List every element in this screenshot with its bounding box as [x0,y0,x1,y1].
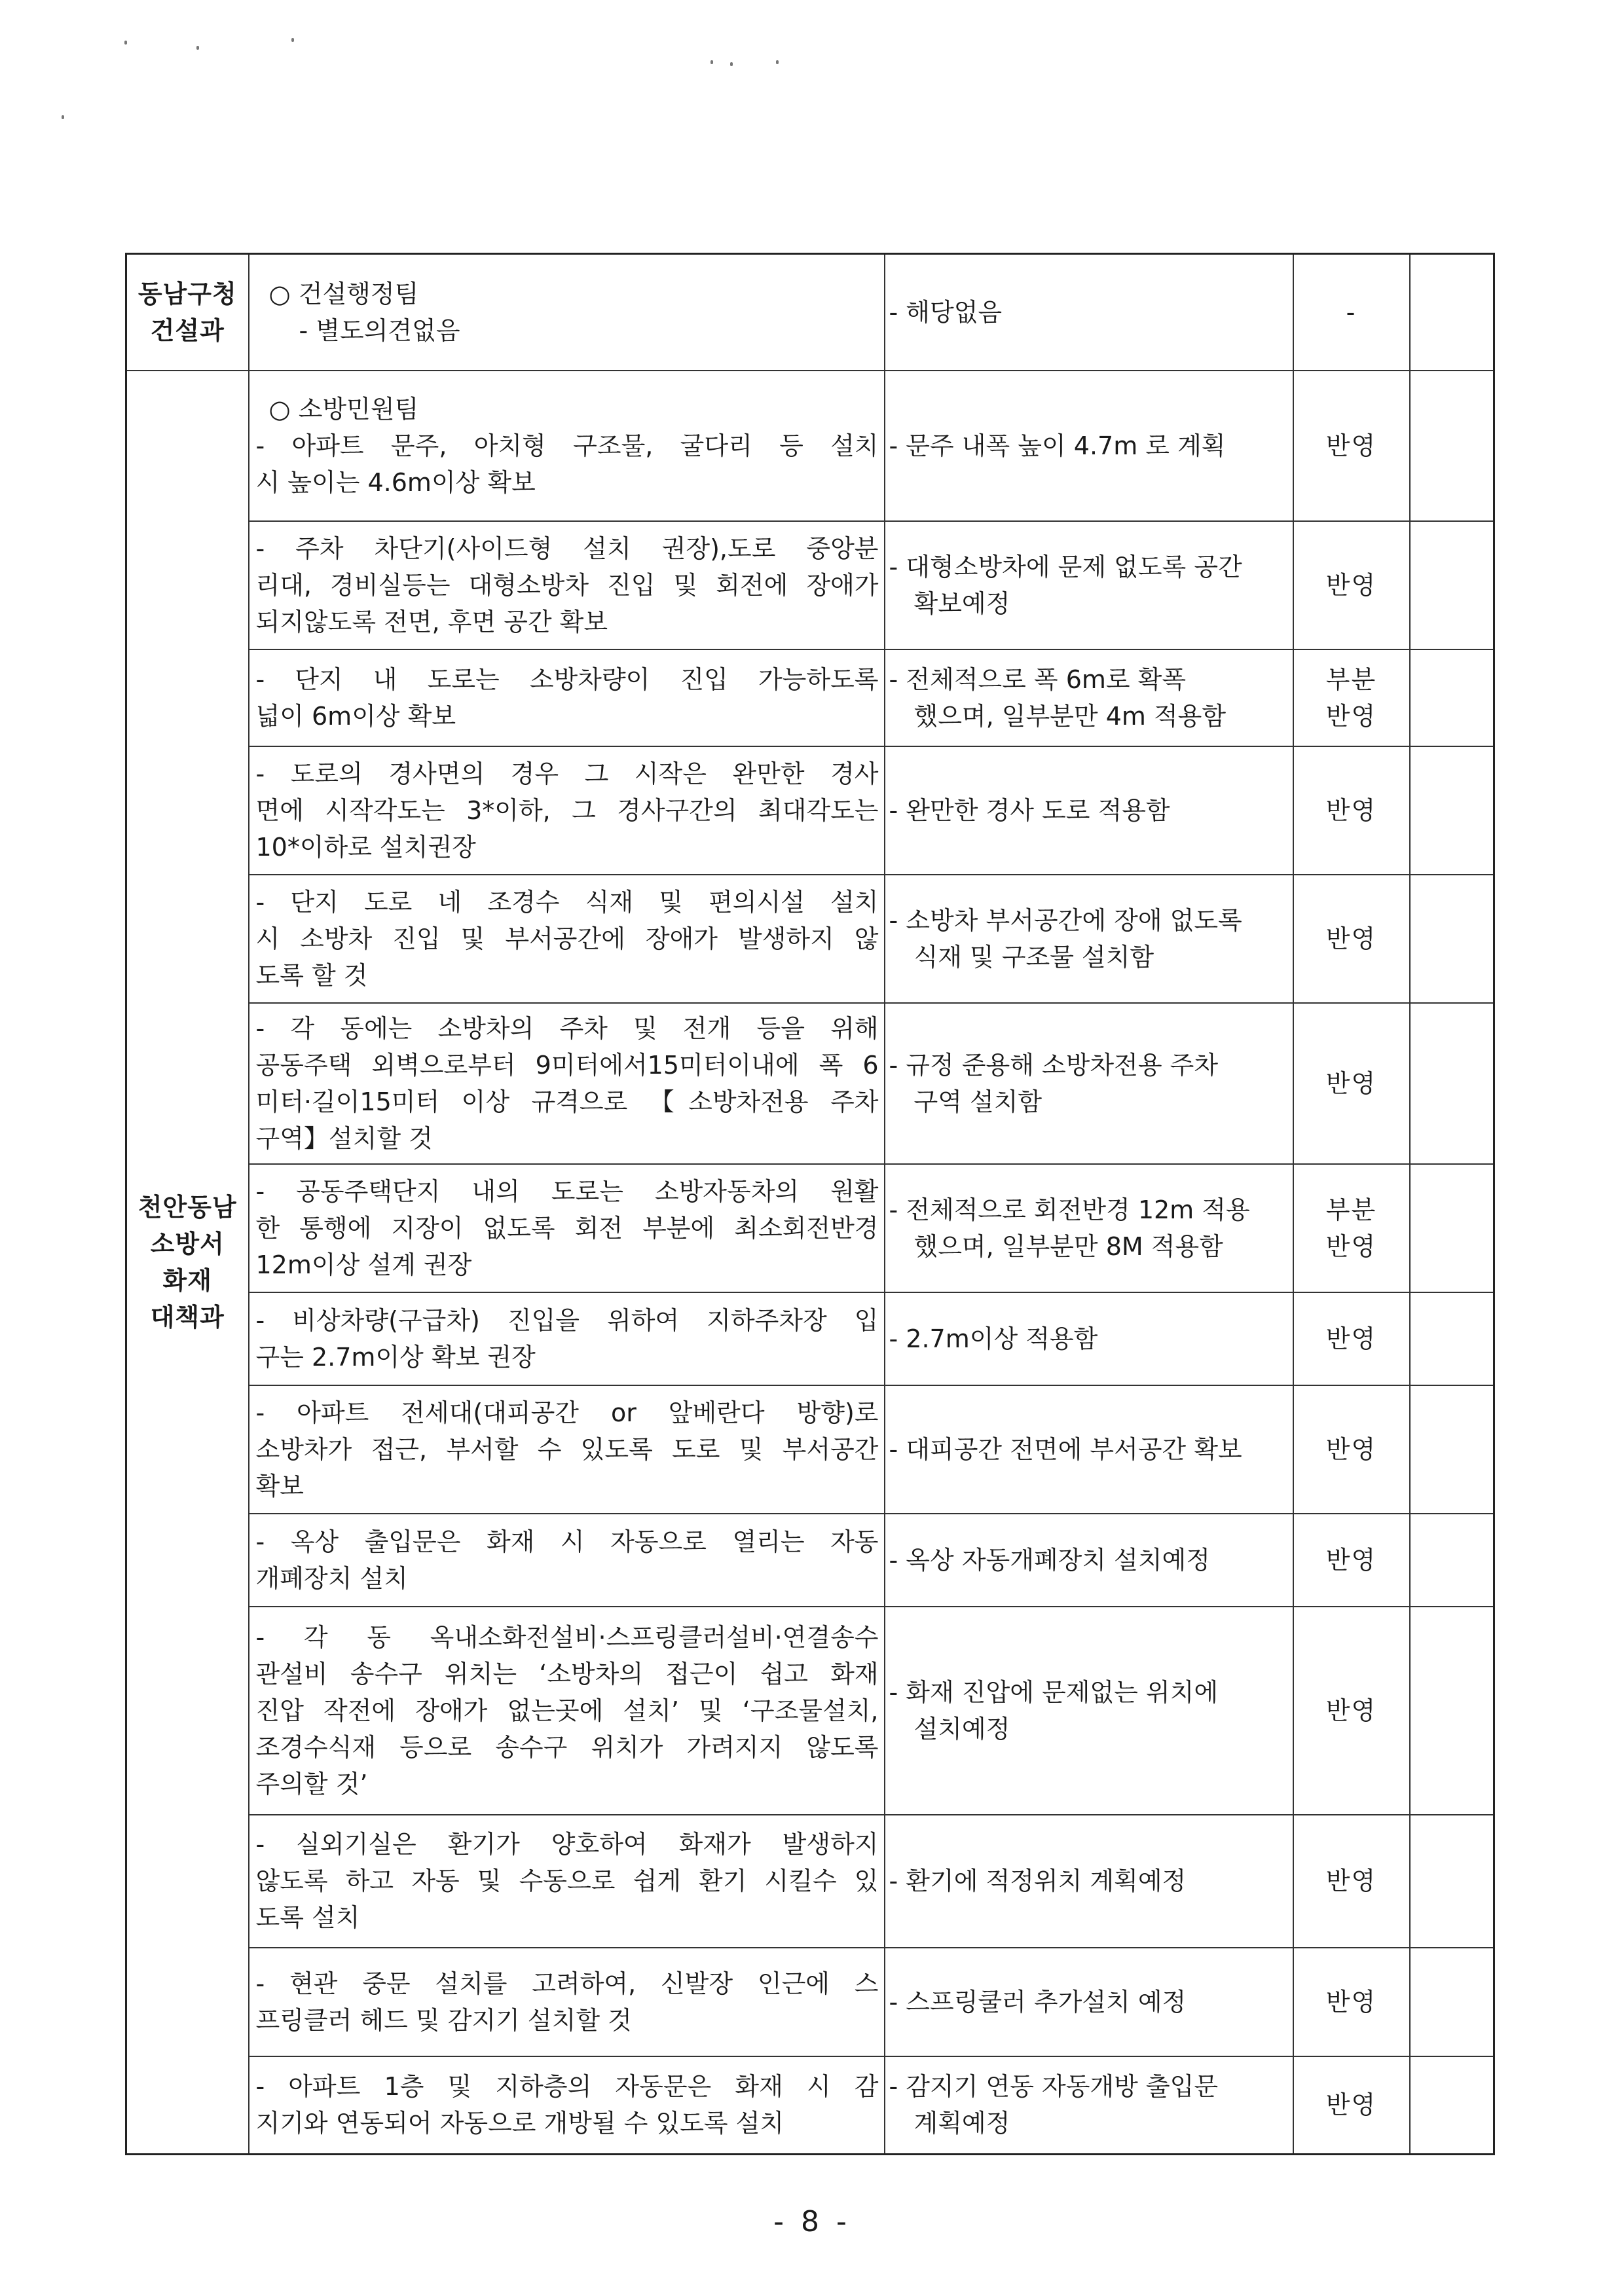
status-cell [1293,1385,1410,1514]
request-line: 공동주택 외벽으로부터 9미터에서15미터이내에 폭 6 [255,1050,879,1080]
response-line: - 환기에 적정위치 계획예정 [889,1867,1187,1895]
response-line: - 감지기 연동 자동개방 출입문 [889,2072,1219,2102]
request-line: 확보 [255,1471,304,1501]
response-cell [885,649,1293,746]
status-text: 반영 [1325,1434,1377,1464]
request-line: - 공동주택단지 내의 도로는 소방자동차의 원활 [255,1176,879,1206]
response-cell [885,254,1293,371]
status-text: 반영 [1325,1068,1377,1098]
request-line: - 실외기실은 환기가 양호하여 화재가 발생하지 [255,1830,879,1859]
request-line: 도록 설치 [255,1903,360,1932]
table-row [126,521,1494,649]
remarks-cell [1410,254,1494,371]
status-text: 반영 [1325,1231,1377,1261]
request-line: - 각 동에는 소방차의 주차 및 전개 등을 위해 [255,1013,879,1043]
request-cell [249,1815,885,1948]
request-line: 되지않도록 전면, 후면 공간 확보 [255,607,608,636]
response-cell [885,746,1293,875]
status-cell [1293,875,1410,1003]
remarks-cell [1410,1815,1494,1948]
table-row [126,1815,1494,1948]
table-row [126,746,1494,875]
response-cell [885,371,1293,521]
request-line: - 비상차량(구급차) 진입을 위하여 지하주차장 입 [255,1305,879,1335]
status-cell [1293,1607,1410,1815]
table-row [126,1164,1494,1292]
response-line: - 스프링쿨러 추가설치 예정 [889,1987,1187,2016]
scan-speck [62,115,64,119]
request-cell [249,254,885,371]
request-cell [249,1292,885,1385]
response-line: 설치예정 [913,1714,1010,1743]
request-line: 한 통행에 지장이 없도록 회전 부분에 최소회전반경 [255,1213,879,1243]
request-line: 관설비 송수구 위치는 ‘소방차의 접근이 쉽고 화재 [255,1659,879,1688]
request-line: - 도로의 경사면의 경우 그 시작은 완만한 경사 [255,759,879,788]
remarks-cell [1410,521,1494,649]
response-cell [885,1607,1293,1815]
table-row [126,1514,1494,1607]
scan-speck [710,60,713,64]
remarks-cell [1410,1948,1494,2056]
department-name: 건설과 [150,316,225,345]
status-text: 반영 [1325,570,1377,600]
team-heading: ○ 소방민원팀 [268,394,419,424]
request-line: 않도록 하고 자동 및 수동으로 쉽게 환기 시킬수 있 [255,1867,879,1895]
response-line: - 전체적으로 폭 6m로 확폭 [889,665,1187,694]
status-cell [1293,1948,1410,2056]
table-row [126,1607,1494,1815]
request-cell [249,746,885,875]
scan-speck [196,46,199,50]
remarks-cell [1410,1385,1494,1514]
status-cell [1293,2056,1410,2155]
request-line: 지기와 연동되어 자동으로 개방될 수 있도록 설치 [255,2109,784,2138]
request-cell [249,371,885,521]
status-text: 반영 [1325,701,1377,731]
request-line: 도록 할 것 [255,960,368,990]
response-line: - 소방차 부서공간에 장애 없도록 [889,905,1242,935]
request-line: - 옥상 출입문은 화재 시 자동으로 열리는 자동 [255,1527,879,1556]
table-row [126,649,1494,746]
request-line: 진압 작전에 장애가 없는곳에 설치’ 및 ‘구조물설치, [255,1696,879,1725]
response-cell [885,1385,1293,1514]
remarks-cell [1410,1292,1494,1385]
status-text: 부분 [1325,665,1377,694]
remarks-cell [1410,2056,1494,2155]
table-row [126,875,1494,1003]
request-line: 10*이하로 설치권장 [255,832,476,862]
scan-speck [124,41,127,45]
status-cell [1293,649,1410,746]
response-line: - 문주 내폭 높이 4.7m 로 계획 [889,431,1226,460]
remarks-cell [1410,371,1494,521]
status-text: 반영 [1325,1867,1377,1895]
status-cell [1293,1292,1410,1385]
response-cell [885,521,1293,649]
table-row [126,2056,1494,2155]
request-line: - 아파트 문주, 아치형 구조물, 굴다리 등 설치 [255,431,879,460]
response-line: - 해당없음 [889,297,1003,327]
response-line: 했으며, 일부분만 4m 적용함 [913,701,1227,731]
status-cell [1293,1815,1410,1948]
table-row [126,1003,1494,1164]
request-line: 리대, 경비실등는 대형소방차 진입 및 회전에 장애가 [255,570,879,600]
remarks-cell [1410,649,1494,746]
department-name: 동남구청 [138,279,237,308]
status-cell [1293,1164,1410,1292]
request-line: 주의할 것’ [255,1769,368,1798]
response-cell [885,1815,1293,1948]
response-line: - 전체적으로 회전반경 12m 적용 [889,1195,1250,1224]
response-line: 했으며, 일부분만 8M 적용함 [913,1231,1223,1261]
response-line: 구역 설치함 [913,1087,1043,1116]
status-text: 반영 [1325,1324,1377,1353]
request-line: - 각 동 옥내소화전설비·스프링클러설비·연결송수 [255,1622,879,1652]
request-cell [249,1164,885,1292]
status-text: 반영 [1325,1696,1377,1725]
status-text: 반영 [1325,431,1377,460]
response-cell [885,1514,1293,1607]
status-cell [1293,1003,1410,1164]
request-cell [249,2056,885,2155]
response-line: - 화재 진압에 문제없는 위치에 [889,1677,1219,1707]
status-text: 반영 [1325,2090,1377,2120]
remarks-cell [1410,1003,1494,1164]
response-cell [885,1164,1293,1292]
request-cell [249,521,885,649]
department-name: 화재 [162,1266,212,1295]
department-name: 대책과 [150,1302,225,1332]
status-text: 반영 [1325,1987,1377,2016]
request-line: 구역】설치할 것 [255,1123,433,1153]
response-line: 식재 및 구조물 설치함 [913,942,1154,972]
request-line: - 아파트 전세대(대피공간 or 앞베란다 방향)로 [255,1398,879,1427]
request-line: 미터·길이15미터 이상 규격으로 【소방차전용 주차 [255,1087,879,1116]
request-line: 시 높이는 4.6m이상 확보 [255,467,536,497]
remarks-cell [1410,1607,1494,1815]
request-line: - 별도의견없음 [299,316,460,345]
response-cell [885,875,1293,1003]
department-name: 천안동남 [138,1192,237,1222]
response-line: 확보예정 [913,589,1010,618]
team-heading: ○ 건설행정팀 [268,279,419,308]
status-cell [1293,521,1410,649]
status-text: 반영 [1325,1545,1377,1575]
response-line: - 완만한 경사 도로 적용함 [889,795,1170,825]
response-line: - 2.7m이상 적용함 [889,1324,1098,1353]
request-cell [249,1385,885,1514]
request-line: 12m이상 설계 권장 [255,1250,472,1279]
request-cell [249,1514,885,1607]
request-line: 넓이 6m이상 확보 [255,701,456,731]
remarks-cell [1410,875,1494,1003]
status-text: 반영 [1325,795,1377,825]
scan-speck [291,38,294,42]
status-cell [1293,746,1410,875]
review-opinion-table [125,253,1495,2155]
request-line: 구는 2.7m이상 확보 권장 [255,1342,536,1372]
request-line: - 단지 내 도로는 소방차량이 진입 가능하도록 [255,665,879,694]
department-cell [126,371,249,2155]
request-line: 프링클러 헤드 및 감지기 설치할 것 [255,2005,632,2035]
status-text: 반영 [1325,924,1377,953]
request-line: - 아파트 1층 및 지하층의 자동문은 화재 시 감 [255,2072,879,2102]
request-line: 조경수식재 등으로 송수구 위치가 가려지지 않도록 [255,1732,879,1762]
request-line: 소방차가 접근, 부서할 수 있도록 도로 및 부서공간 [255,1434,879,1464]
remarks-cell [1410,1514,1494,1607]
request-line: 개폐장치 설치 [255,1563,408,1593]
request-line: - 단지 도로 네 조경수 식재 및 편의시설 설치 [255,887,879,917]
table-row [126,1948,1494,2056]
department-name: 소방서 [150,1229,225,1258]
status-cell [1293,254,1410,371]
response-line: - 규정 준용해 소방차전용 주차 [889,1050,1219,1080]
status-text: - [1346,297,1357,327]
request-line: - 주차 차단기(사이드형 설치 권장),도로 중앙분 [255,534,879,563]
response-cell [885,1292,1293,1385]
response-cell [885,1948,1293,2056]
table-row [126,371,1494,521]
remarks-cell [1410,746,1494,875]
scan-speck [776,60,779,64]
request-line: - 현관 중문 설치를 고려하여, 신발장 인근에 스 [255,1969,879,1998]
table-row [126,1292,1494,1385]
request-line: 면에 시작각도는 3*이하, 그 경사구간의 최대각도는 [255,795,879,825]
response-line: 계획예정 [913,2109,1010,2138]
response-line: - 대피공간 전면에 부서공간 확보 [889,1434,1242,1464]
department-cell [126,254,249,371]
request-line: 시 소방차 진입 및 부서공간에 장애가 발생하지 않 [255,924,879,953]
request-cell [249,875,885,1003]
request-cell [249,649,885,746]
table-row [126,254,1494,371]
response-cell [885,2056,1293,2155]
scan-speck [730,62,733,66]
status-cell [1293,371,1410,521]
page-number: - 8 - [773,2205,851,2238]
response-cell [885,1003,1293,1164]
table-row [126,1385,1494,1514]
request-cell [249,1948,885,2056]
request-cell [249,1003,885,1164]
response-line: - 옥상 자동개폐장치 설치예정 [889,1545,1210,1575]
status-cell [1293,1514,1410,1607]
request-cell [249,1607,885,1815]
response-line: - 대형소방차에 문제 없도록 공간 [889,552,1242,581]
status-text: 부분 [1325,1195,1377,1224]
remarks-cell [1410,1164,1494,1292]
